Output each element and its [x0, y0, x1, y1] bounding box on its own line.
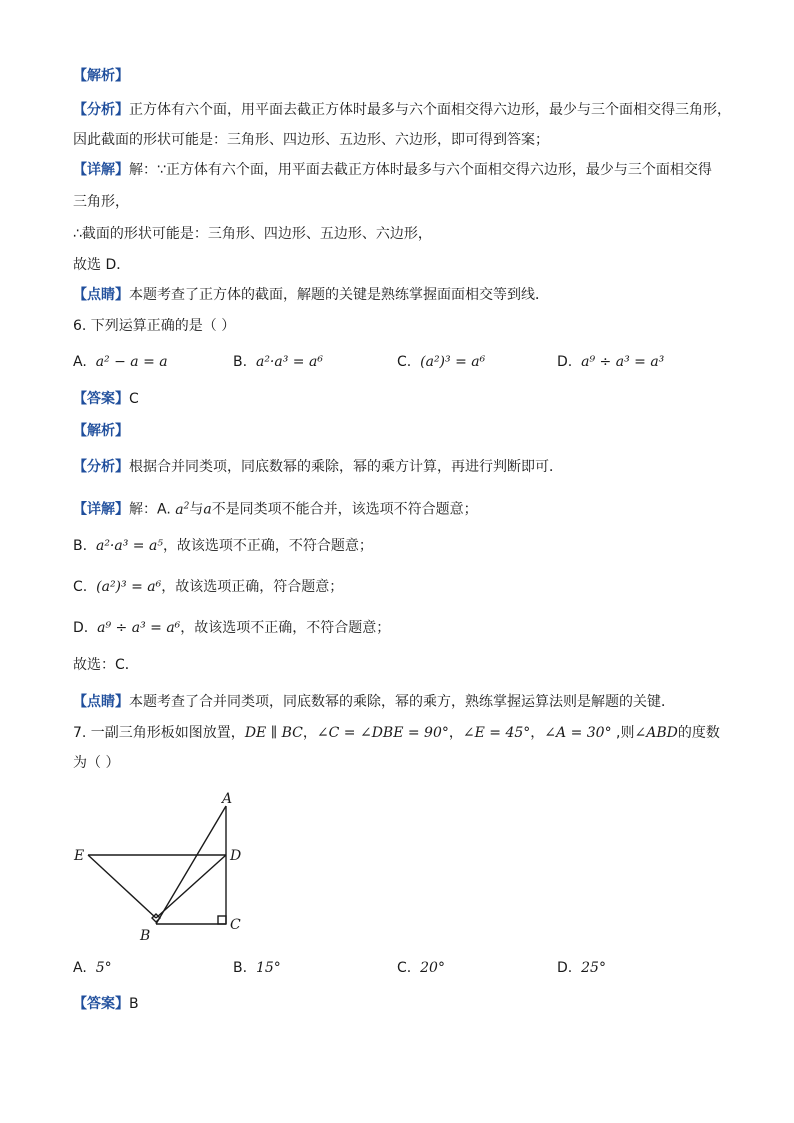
q7-text: 7. 一副三角形板如图放置， — [73, 725, 245, 741]
detail-expr: a⁹ ÷ a³ = a⁶ — [97, 620, 181, 636]
math-a-squared: $a^2$ — [175, 501, 190, 518]
q6-option-d — [557, 352, 664, 372]
detail-expr: a²·a³ = a⁵ — [95, 538, 163, 554]
detail-text: ，故该选项不正确，不符合题意； — [162, 538, 373, 554]
q7-option-c — [397, 958, 445, 978]
detail-label: C. — [73, 579, 88, 595]
detail-text: 解：∵正方体有六个面，用平面去截正方体时最多与六个面相交得六边形，最少与三个面相交得 — [129, 162, 712, 178]
answer-value: C — [129, 391, 139, 407]
detail-2-a — [73, 496, 478, 520]
triangle-figure — [70, 786, 260, 946]
label-d: D — [230, 848, 242, 864]
jiexi-heading: 【解析】 — [73, 68, 129, 84]
analysis-tag: 【分析】 — [73, 102, 129, 118]
option-value: 25° — [581, 960, 606, 976]
math-a: a — [203, 501, 212, 518]
comment-tag: 【点睛】 — [73, 694, 129, 710]
analysis-tag: 【分析】 — [73, 459, 129, 475]
right-angle-c — [218, 916, 226, 924]
q7-math: ∠C = ∠DBE = 90° — [316, 725, 449, 741]
q6-option-c — [397, 352, 485, 372]
question-7-line-2: 为（ ） — [73, 755, 120, 771]
option-label: A. — [73, 354, 87, 370]
option-label: D. — [557, 960, 573, 976]
answer-tag: 【答案】 — [73, 391, 129, 407]
answer-7 — [73, 994, 139, 1014]
detail-2-d — [73, 618, 390, 638]
detail-tag: 【详解】 — [73, 162, 129, 178]
detail-label: D. — [73, 620, 89, 636]
comment-tag: 【点睛】 — [73, 287, 129, 303]
option-label: C. — [397, 354, 412, 370]
segment-eb — [88, 855, 156, 918]
answer-6 — [73, 389, 139, 409]
detail-text: ，故该选项正确，符合题意； — [161, 579, 344, 595]
option-value: 20° — [420, 960, 445, 976]
answer-value: B — [129, 996, 139, 1012]
q6-option-b — [233, 352, 323, 372]
label-a: A — [222, 791, 233, 807]
detail-line-4: 故选 D． — [73, 257, 131, 273]
answer-tag: 【答案】 — [73, 996, 129, 1012]
q7-math: ∠A = 30° — [544, 725, 612, 741]
option-value: 5° — [95, 960, 112, 976]
detail-text: 与 — [189, 501, 204, 518]
option-label: B. — [233, 354, 248, 370]
detail-text: 不是同类项不能合并，该选项不符合题意； — [211, 501, 478, 518]
figure-lines — [88, 806, 226, 924]
question-6: 6. 下列运算正确的是（ ） — [73, 318, 236, 334]
option-label: A. — [73, 960, 87, 976]
comment-line-1 — [73, 285, 549, 305]
label-c: C — [230, 917, 241, 933]
detail-label: B. — [73, 538, 88, 554]
detail-line-3: ∴截面的形状可能是：三角形、四边形、五边形、六边形， — [73, 226, 432, 242]
detail-line-2: 三角形， — [73, 194, 129, 210]
label-b: B — [140, 928, 151, 944]
q6-option-a — [73, 352, 168, 372]
detail-text: 解：A. — [129, 501, 176, 518]
question-7-line-1: 7. 一副三角形板如图放置，DE ∥ BC，∠C = ∠DBE = 90°，∠E = 45°，∠A = 30° ,则∠ABD的度数 — [73, 725, 720, 741]
q7-option-a — [73, 958, 112, 978]
detail-2-c — [73, 577, 343, 597]
q7-option-d — [557, 958, 606, 978]
q7-math: ∠ABD — [634, 725, 678, 741]
detail-line-1 — [73, 160, 712, 180]
option-label: D. — [557, 354, 573, 370]
option-label: C. — [397, 960, 412, 976]
analysis-2 — [73, 457, 563, 477]
option-expr: a² − a = a — [95, 354, 168, 370]
comment-text: 本题考查了正方体的截面，解题的关键是熟练掌握面面相交等到线． — [129, 287, 549, 303]
detail-2-e: 故选：C． — [73, 657, 139, 673]
analysis-text: 根据合并同类项，同底数幂的乘除，幂的乘方计算，再进行判断即可． — [129, 459, 563, 475]
label-e: E — [74, 848, 85, 864]
option-value: 15° — [255, 960, 281, 976]
comment-text: 本题考查了合并同类项，同底数幂的乘除，幂的乘方，熟练掌握运算法则是解题的关键． — [129, 694, 675, 710]
option-expr: a²·a³ = a⁶ — [255, 354, 323, 370]
q7-math: DE ∥ BC — [244, 725, 303, 741]
option-expr: (a²)³ = a⁶ — [420, 354, 486, 370]
option-label: B. — [233, 960, 248, 976]
option-expr: a⁹ ÷ a³ = a³ — [581, 354, 665, 370]
analysis-line-2: 因此截面的形状可能是：三角形、四边形、五边形、六边形，即可得到答案； — [73, 132, 549, 148]
detail-tag: 【详解】 — [73, 501, 129, 518]
q7-option-b — [233, 958, 281, 978]
detail-2-b — [73, 536, 373, 556]
detail-expr: (a²)³ = a⁶ — [96, 579, 162, 595]
jiexi-heading-2: 【解析】 — [73, 423, 129, 439]
analysis-text: 正方体有六个面，用平面去截正方体时最多与六个面相交得六边形，最少与三个面相交得三角形， — [129, 102, 731, 118]
analysis-line-1 — [73, 100, 731, 120]
q7-math: ∠E = 45° — [462, 725, 531, 741]
comment-2 — [73, 692, 675, 712]
detail-text: ，故该选项不正确，不符合题意； — [180, 620, 391, 636]
